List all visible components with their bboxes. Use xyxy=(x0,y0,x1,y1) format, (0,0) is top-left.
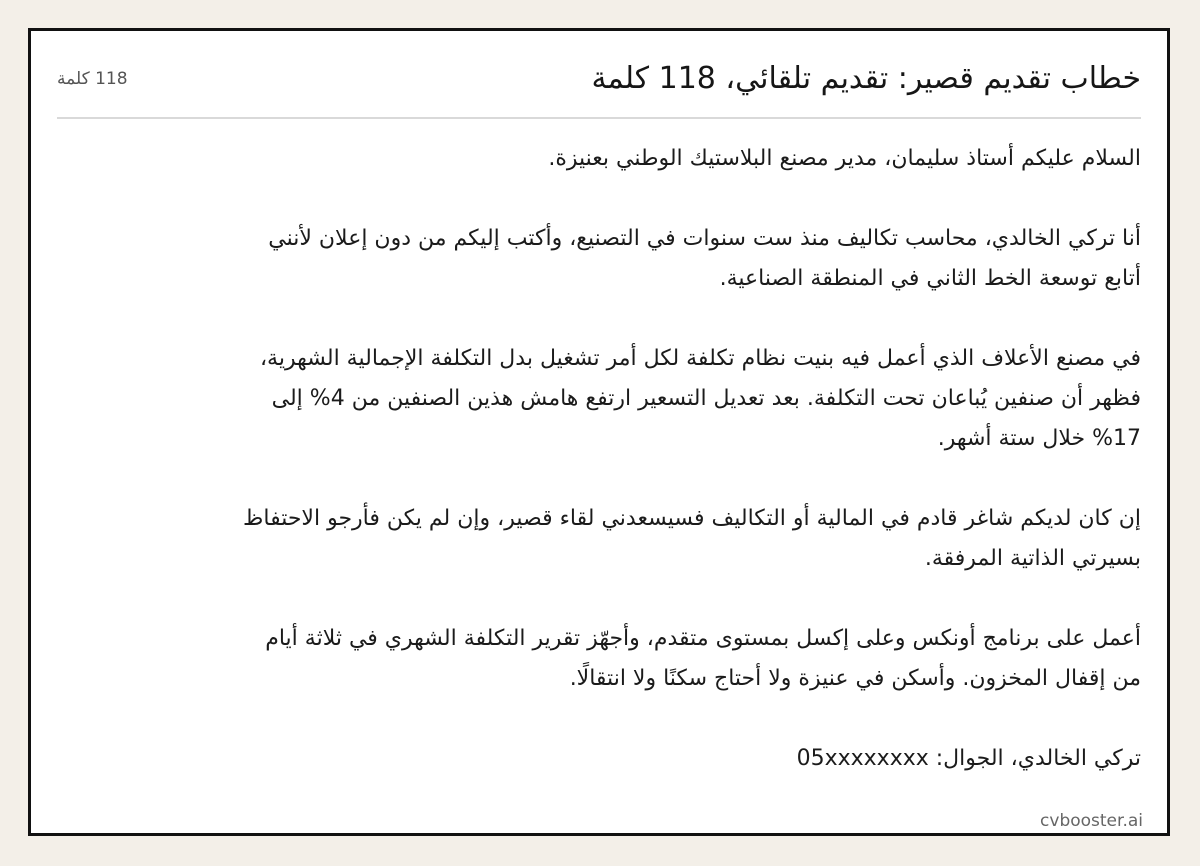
letter-signature: تركي الخالدي، الجوال: 05xxxxxxxx xyxy=(796,746,1141,771)
letter-header xyxy=(57,59,1141,119)
word-count-label: 118 كلمة xyxy=(57,69,128,89)
letter-paragraph-skills: أعمل على برنامج أونكس وعلى إكسل بمستوى متقدم، وأجهّز تقرير التكلفة الشهري في ثلاثة أيام من إقفال المخزون. وأسكن في عنيزة ولا أحتاج سكنًا ولا انتقالًا. xyxy=(265,626,1141,691)
brand-watermark: cvbooster.ai xyxy=(1040,811,1143,831)
letter-paragraph-achievement: في مصنع الأعلاف الذي أعمل فيه بنيت نظام تكلفة لكل أمر تشغيل بدل التكلفة الإجمالية الشهرية، فظهر أن صنفين يُباعان تحت التكلفة. بعد تعديل التسعير ارتفع هامش هذين الصنفين من 4% إلى 17% خلال ستة أشهر. xyxy=(259,346,1141,451)
letter-title: خطاب تقديم قصير: تقديم تلقائي، 118 كلمة xyxy=(591,61,1141,96)
letter-body xyxy=(241,139,1141,779)
letter-greeting: السلام عليكم أستاذ سليمان، مدير مصنع البلاستيك الوطني بعنيزة. xyxy=(548,146,1141,171)
cover-letter-card xyxy=(28,28,1170,836)
letter-paragraph-request: إن كان لديكم شاغر قادم في المالية أو التكاليف فسيسعدني لقاء قصير، وإن لم يكن فأرجو الاحتفاظ بسيرتي الذاتية المرفقة. xyxy=(243,506,1141,571)
letter-paragraph-intro: أنا تركي الخالدي، محاسب تكاليف منذ ست سنوات في التصنيع، وأكتب إليكم من دون إعلان لأنني أتابع توسعة الخط الثاني في المنطقة الصناعية. xyxy=(268,226,1141,291)
